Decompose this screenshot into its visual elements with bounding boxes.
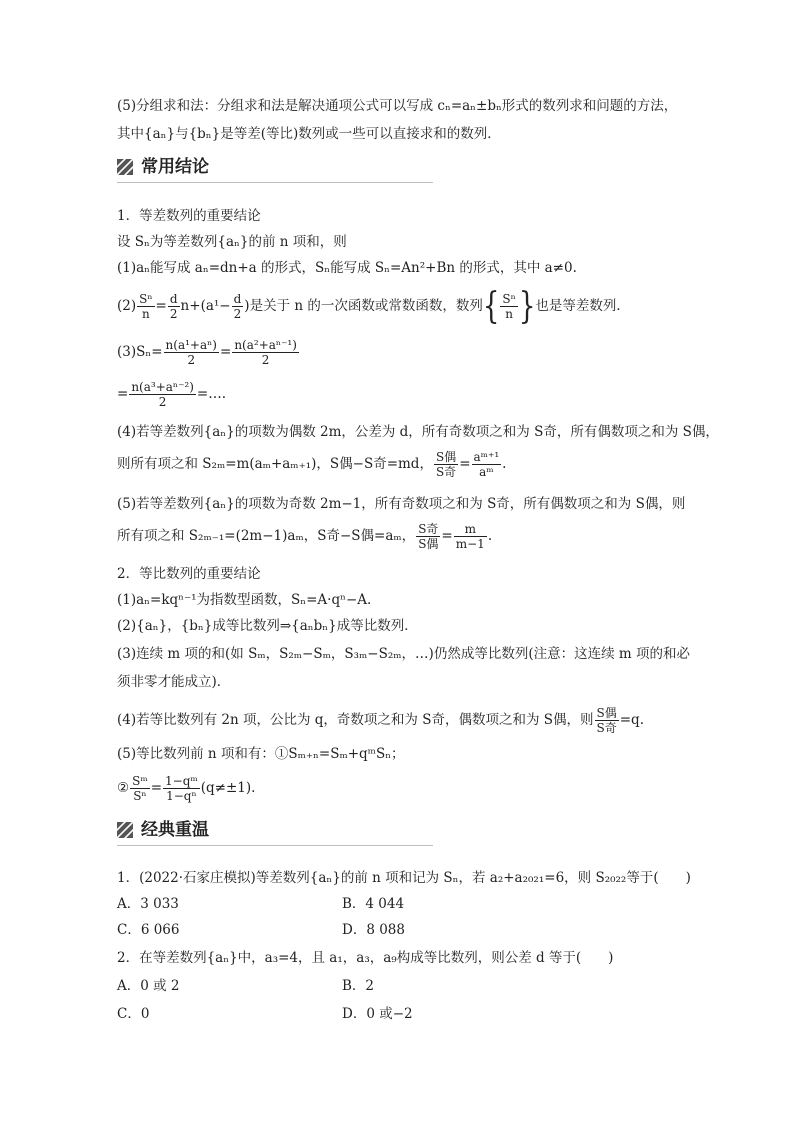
text-line: 须非零才能成立)．: [117, 674, 231, 690]
choice-a: A．0 或 2: [117, 978, 180, 994]
fraction: [137, 292, 154, 321]
text-line: 设 Sₙ为等差数列{aₙ}的前 n 项和，则: [117, 234, 347, 250]
text: .: [502, 456, 507, 472]
choice-b: B．2: [342, 978, 375, 994]
text-line: (2){aₙ}，{bₙ}成等比数列⇒{aₙbₙ}成等比数列．: [117, 618, 418, 634]
text: =….: [196, 386, 227, 402]
text: =: [117, 386, 129, 402]
choice-c: C．6 066: [117, 922, 180, 938]
text-line: (5)等比数列前 n 项和有：①Sₘ₊ₙ=Sₘ+qᵐSₙ；: [117, 746, 405, 762]
formula-line-g4: [117, 706, 644, 735]
formula-line-4: [117, 450, 506, 479]
denominator: S奇: [435, 465, 457, 479]
section-rule: [117, 182, 433, 183]
text: 也是等差数列．: [535, 298, 630, 314]
text: (4)若等比数列有 2n 项，公比为 q，奇数项之和为 S奇，偶数项之和为 S偶，则: [117, 712, 594, 728]
formula-line-3b: [117, 380, 226, 409]
intro-line-2: 其中{aₙ}与{bₙ}是等差(等比)数列或一些可以直接求和的数列．: [117, 126, 501, 142]
section-header-review: [117, 818, 433, 846]
denominator: S奇: [596, 721, 617, 735]
fraction: [129, 380, 196, 409]
denominator: n: [505, 307, 513, 321]
numerator: n(a²+aⁿ⁻¹): [234, 338, 297, 352]
fraction: [434, 450, 458, 479]
question-1: 1．(2022·石家庄模拟)等差数列{aₙ}的前 n 项和记为 Sₙ，若 a₂+a₂₀₂₁=6，则 S₂₀₂₂等于( ): [117, 870, 691, 886]
hatched-square-icon: [117, 159, 133, 175]
choice-a: A．3 033: [117, 896, 179, 912]
denominator: m−1: [455, 537, 485, 551]
numerator: d: [169, 292, 178, 306]
fraction: [472, 450, 502, 479]
numerator: n(a¹+aⁿ): [165, 338, 217, 352]
text: (2): [117, 298, 137, 314]
fraction: [500, 292, 517, 321]
fraction: [416, 522, 440, 551]
fraction: [232, 292, 244, 321]
brace-open: {: [482, 285, 500, 328]
section-title: 经典重温: [141, 820, 209, 840]
numerator: m: [454, 522, 487, 537]
denominator: n: [141, 307, 150, 321]
section-header-conclusions: [117, 155, 433, 183]
text: (a¹−: [200, 298, 231, 314]
text: =: [459, 456, 471, 472]
text-line: (1)aₙ能写成 aₙ=dn+a 的形式，Sₙ能写成 Sₙ=An²+Bn 的形式，其中 a≠0.: [117, 260, 577, 276]
denominator: 1−qⁿ: [166, 789, 197, 803]
numerator: Sⁿ: [139, 292, 153, 306]
text: =: [150, 780, 163, 796]
fraction: [130, 774, 150, 803]
denominator: 2: [158, 395, 167, 409]
denominator: Sⁿ: [133, 789, 147, 803]
denominator: 2: [187, 353, 196, 367]
heading-arithmetic: 1．等差数列的重要结论: [117, 208, 261, 224]
numerator: S偶: [596, 706, 617, 720]
heading-geometric: 2．等比数列的重要结论: [117, 566, 261, 582]
intro-line-1: (5)分组求和法：分组求和法是解决通项公式可以写成 cₙ=aₙ±bₙ形式的数列求和问题的方法，: [117, 98, 678, 114]
denominator: S偶: [418, 537, 439, 551]
fraction: [163, 774, 200, 803]
denominator: 2: [233, 307, 242, 321]
hatched-square-icon: [117, 822, 133, 838]
numerator: S奇: [418, 522, 439, 536]
text: =q.: [619, 712, 644, 728]
text: (q≠±1).: [200, 780, 256, 796]
fraction: [168, 292, 180, 321]
text: =: [155, 298, 167, 314]
section-rule: [117, 845, 433, 846]
text: n+: [180, 298, 201, 314]
choice-b: B．4 044: [342, 896, 405, 912]
denominator: 2: [169, 307, 178, 321]
numerator: Sᵐ: [132, 774, 148, 788]
text: 所有项之和 S₂ₘ₋₁=(2m−1)aₘ，S奇−S偶=aₘ，: [117, 528, 416, 544]
choice-d: D．0 或−2: [342, 1006, 413, 1022]
text-line: (5)若等差数列{aₙ}的项数为奇数 2m−1，所有奇数项之和为 S奇，所有偶数项之和为 S偶，则: [117, 496, 686, 512]
choice-d: D．8 088: [342, 922, 405, 938]
text: =: [441, 528, 453, 544]
numerator: S偶: [435, 450, 457, 464]
section-title: 常用结论: [141, 157, 209, 177]
text-line: (3)连续 m 项的和(如 Sₘ，S₂ₘ−Sₘ，S₃ₘ−S₂ₘ，…)仍然成等比数列(注意：这连续 m 项的和必: [117, 646, 690, 662]
formula-line-3: [117, 338, 300, 367]
text: .: [487, 528, 493, 544]
text: ②: [117, 780, 130, 796]
numerator: 1−qᵐ: [165, 774, 198, 788]
formula-line-5: [117, 522, 492, 551]
text: (3)Sₙ=: [117, 344, 163, 360]
text: 是关于 n 的一次函数或常数函数，数列: [249, 298, 483, 314]
fraction: [595, 706, 619, 735]
formula-line-g5: [117, 774, 255, 803]
fraction: [164, 338, 219, 367]
denominator: aᵐ: [479, 465, 494, 479]
numerator: aᵐ⁺¹: [473, 450, 500, 464]
text: =: [220, 344, 232, 360]
text-line: (1)aₙ=kqⁿ⁻¹为指数型函数，Sₙ=A·qⁿ−A.: [117, 592, 372, 608]
question-2: 2．在等差数列{aₙ}中，a₃=4，且 a₁，a₃，a₉构成等比数列，则公差 d 等于( ): [117, 950, 614, 966]
denominator: 2: [261, 353, 270, 367]
text: 则所有项之和 S₂ₘ=m(aₘ+aₘ₊₁)，S偶−S奇=md，: [117, 456, 433, 472]
text: ): [244, 298, 250, 314]
fraction: [454, 522, 487, 551]
numerator: d: [233, 292, 242, 306]
numerator: Sⁿ: [502, 292, 516, 306]
numerator: n(a³+aⁿ⁻²): [131, 380, 194, 394]
text-line: (4)若等差数列{aₙ}的项数为偶数 2m，公差为 d，所有奇数项之和为 S奇，所有偶数项之和为 S偶，: [117, 424, 719, 440]
choice-c: C．0: [117, 1006, 150, 1022]
fraction: [232, 338, 299, 367]
brace-close: }: [518, 285, 536, 328]
formula-line-2: [117, 285, 630, 328]
